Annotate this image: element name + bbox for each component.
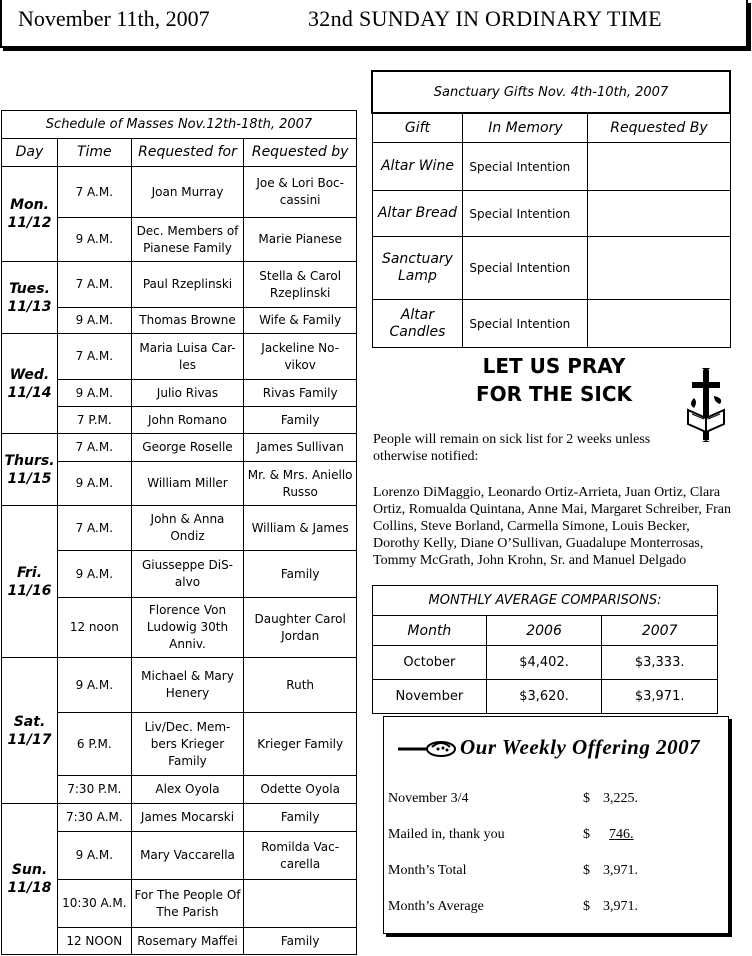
requested-by-cell [588,191,730,237]
requested-by-cell [588,237,730,300]
weekly-offering-box [383,716,729,934]
col-gift-requested-by: Requested By [588,113,730,143]
value-2006-cell: $3,620. [486,680,602,714]
requested-by-cell: Family [244,804,357,832]
time-cell: 7 A.M. [57,167,131,218]
time-cell: 7 A.M. [57,262,131,308]
requested-for-cell: Alex Oyola [131,776,244,804]
pray-for-sick-heading: LET US PRAY FOR THE SICK [475,354,633,406]
requested-by-cell [588,300,730,348]
offering-row: Month’s Total $ 3,971. [388,863,638,878]
requested-for-cell: For The People Of The Parish [131,880,244,928]
sanctuary-gifts-title: Sanctuary Gifts Nov. 4th-10th, 2007 [372,71,730,113]
requested-for-cell: Michael & Mary Henery [131,658,244,713]
bulletin-date: November 11th, 2007 [18,6,210,31]
day-cell: Sat. 11/17 [2,658,58,804]
in-memory-cell: Special Intention [463,300,588,348]
value-2007-cell: $3,971. [602,680,718,714]
offering-basket-icon [396,737,458,759]
requested-for-cell: Joan Murray [131,167,244,218]
requested-by-cell: Joe & Lori Boc-cassini [244,167,357,218]
requested-by-cell: Mr. & Mrs. Aniello Russo [244,462,357,506]
time-cell: 9 A.M. [57,462,131,506]
requested-for-cell: James Mocarski [131,804,244,832]
col-gift: Gift [372,113,463,143]
table-row [2,658,357,713]
time-cell: 9 A.M. [57,380,131,407]
day-cell: Fri. 11/16 [2,506,58,658]
requested-by-cell: William & James [244,506,357,551]
requested-for-cell: George Roselle [131,434,244,462]
requested-for-cell: Florence Von Ludowig 30th Anniv. [131,598,244,658]
col-requested-for: Requested for [131,139,244,167]
table-row [372,143,730,191]
time-cell: 6 P.M. [57,713,131,776]
time-cell: 12 noon [57,598,131,658]
time-cell: 10:30 A.M. [57,880,131,928]
requested-for-cell: John & Anna Ondiz [131,506,244,551]
sick-list-names: Lorenzo DiMaggio, Leonardo Ortiz-Arrieta, Juan Ortiz, Clara Ortiz, Romualda Quintana, Anne Mai, Margaret Schreiber, Fran Collins, Steve Borland, Carmella Simone, Louis Becker, Dorothy Kelly, Diane O’Sullivan, Guadalupe Monterrosas, Tommy McGrath, John Krohn, Sr. and Manuel Delgado [373,485,732,568]
requested-for-cell: Julio Rivas [131,380,244,407]
requested-by-cell: Family [244,407,357,434]
value-2006-cell: $4,402. [486,646,602,680]
requested-by-cell: Romilda Vac-carella [244,832,357,880]
requested-by-cell: Rivas Family [244,380,357,407]
table-row [2,167,357,218]
time-cell: 7 A.M. [57,506,131,551]
requested-by-cell: Family [244,551,357,598]
in-memory-cell: Special Intention [463,237,588,300]
month-cell: November [373,680,487,714]
time-cell: 9 A.M. [57,218,131,262]
sanctuary-gifts-table [371,70,731,348]
requested-by-cell: Stella & Carol Rzeplinski [244,262,357,308]
requested-for-cell: Mary Vaccarella [131,832,244,880]
day-cell: Wed. 11/14 [2,334,58,434]
gift-cell: Altar Wine [372,143,463,191]
time-cell: 7:30 A.M. [57,804,131,832]
table-row [2,262,357,308]
col-month: Month [373,616,487,646]
time-cell: 7 A.M. [57,334,131,380]
requested-by-cell: Odette Oyola [244,776,357,804]
requested-by-cell: Ruth [244,658,357,713]
time-cell: 9 A.M. [57,658,131,713]
requested-for-cell: Maria Luisa Car-les [131,334,244,380]
requested-for-cell: Thomas Browne [131,308,244,334]
requested-for-cell: Rosemary Maffei [131,928,244,955]
time-cell: 7 P.M. [57,407,131,434]
value-2007-cell: $3,333. [602,646,718,680]
month-cell: October [373,646,487,680]
col-day: Day [2,139,58,167]
time-cell: 7:30 P.M. [57,776,131,804]
day-cell: Tues. 11/13 [2,262,58,334]
requested-by-cell: James Sullivan [244,434,357,462]
requested-by-cell: Marie Pianese [244,218,357,262]
table-row [372,237,730,300]
col-requested-by: Requested by [244,139,357,167]
requested-for-cell: Giusseppe DiS-alvo [131,551,244,598]
table-row [2,334,357,380]
requested-by-cell: Wife & Family [244,308,357,334]
col-2006: 2006 [486,616,602,646]
time-cell: 9 A.M. [57,832,131,880]
table-row [373,680,718,714]
sick-list-note: People will remain on sick list for 2 weeks unless otherwise notified: [373,432,651,464]
requested-for-cell: William Miller [131,462,244,506]
table-row [2,434,357,462]
table-row [372,300,730,348]
table-row [2,804,357,832]
requested-by-cell: Krieger Family [244,713,357,776]
offering-row: Month’s Average $ 3,971. [388,899,638,914]
requested-for-cell: Dec. Members of Pianese Family [131,218,244,262]
table-row [372,191,730,237]
requested-by-cell [588,143,730,191]
offering-row: November 3/4 $ 3,225. [388,791,638,806]
offering-row: Mailed in, thank you $ 746. [388,827,634,842]
time-cell: 7 A.M. [57,434,131,462]
requested-by-cell [244,880,357,928]
requested-by-cell: Family [244,928,357,955]
monthly-comparison-title: MONTHLY AVERAGE COMPARISONS: [373,586,718,616]
bulletin-header [0,0,748,48]
weekly-offering-title: Our Weekly Offering 2007 [460,735,701,759]
time-cell: 12 NOON [57,928,131,955]
in-memory-cell: Special Intention [463,191,588,237]
day-cell: Sun. 11/18 [2,804,58,955]
day-cell: Thurs. 11/15 [2,434,58,506]
requested-for-cell: John Romano [131,407,244,434]
requested-for-cell: Paul Rzeplinski [131,262,244,308]
gift-cell: Altar Bread [372,191,463,237]
day-cell: Mon. 11/12 [2,167,58,262]
monthly-comparison-table [372,585,718,714]
requested-by-cell: Jackeline No-vikov [244,334,357,380]
gift-cell: Altar Candles [372,300,463,348]
mass-schedule-title: Schedule of Masses Nov.12th-18th, 2007 [2,111,357,139]
requested-for-cell: Liv/Dec. Mem-bers Krieger Family [131,713,244,776]
time-cell: 9 A.M. [57,308,131,334]
requested-by-cell: Daughter Carol Jordan [244,598,357,658]
in-memory-cell: Special Intention [463,143,588,191]
table-row [2,506,357,551]
table-row [373,646,718,680]
mass-schedule-table [1,110,357,955]
col-time: Time [57,139,131,167]
col-2007: 2007 [602,616,718,646]
bulletin-title: 32nd SUNDAY IN ORDINARY TIME [308,6,662,31]
time-cell: 9 A.M. [57,551,131,598]
gift-cell: Sanctuary Lamp [372,237,463,300]
col-in-memory: In Memory [463,113,588,143]
